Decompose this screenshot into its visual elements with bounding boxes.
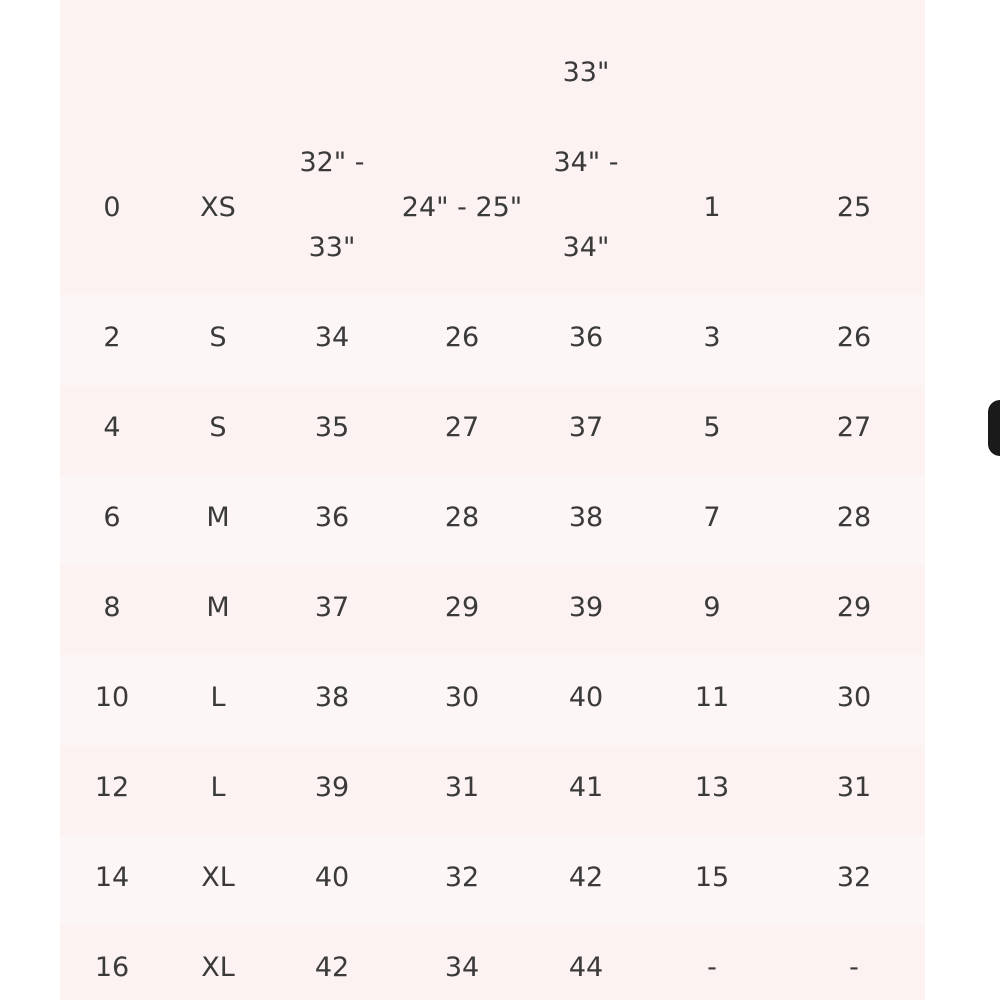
table-cell: XL [201, 862, 235, 893]
table-cell: 28 [836, 502, 872, 533]
table-cell: 16 [94, 952, 130, 983]
table-cell: 39 [568, 592, 604, 623]
table-cell: 3 [703, 322, 721, 353]
table-row [60, 385, 925, 475]
table-cell: 31 [444, 772, 480, 803]
table-cell: S [209, 322, 227, 353]
table-cell: 32 [836, 862, 872, 893]
table-cell: 13 [694, 772, 730, 803]
table-cell: 24" - 25" [401, 192, 523, 223]
table-cell: 28 [444, 502, 480, 533]
table-cell: S [209, 412, 227, 443]
table-cell: XS [200, 192, 236, 223]
table-cell: M [206, 502, 230, 533]
table-cell: 41 [568, 772, 604, 803]
table-cell: 36 [314, 502, 350, 533]
table-cell: 14 [94, 862, 130, 893]
table-cell: 4 [103, 412, 121, 443]
table-cell: 40 [314, 862, 350, 893]
table-row [60, 655, 925, 745]
table-row [60, 925, 925, 1000]
table-cell: 29 [444, 592, 480, 623]
table-cell: 25 [836, 192, 872, 223]
table-cell: 8 [103, 592, 121, 623]
table-cell: 26 [836, 322, 872, 353]
table-cell: 33" [562, 57, 610, 88]
table-cell: XL [201, 952, 235, 983]
table-cell: 35 [314, 412, 350, 443]
table-cell: 32" - 33" [299, 147, 365, 263]
table-row [60, 745, 925, 835]
table-cell: 36 [568, 322, 604, 353]
table-cell: 1 [703, 192, 721, 223]
table-cell: 37 [314, 592, 350, 623]
table-cell: 34 [314, 322, 350, 353]
table-cell: 11 [694, 682, 730, 713]
table-cell: 27 [836, 412, 872, 443]
table-cell: 38 [568, 502, 604, 533]
table-cell: 38 [314, 682, 350, 713]
table-cell: 0 [103, 192, 121, 223]
table-cell: 42 [568, 862, 604, 893]
scroll-knob[interactable] [988, 400, 1000, 456]
table-cell: 34" - 34" [553, 147, 619, 263]
table-cell: - [707, 952, 717, 983]
table-row [60, 475, 925, 565]
table-row [60, 565, 925, 655]
table-cell: 29 [836, 592, 872, 623]
table-cell: 37 [568, 412, 604, 443]
table-row [60, 835, 925, 925]
table-cell: 6 [103, 502, 121, 533]
table-cell: L [210, 682, 226, 713]
table-cell: 26 [444, 322, 480, 353]
table-cell: 39 [314, 772, 350, 803]
table-cell: 30 [836, 682, 872, 713]
table-cell: 31 [836, 772, 872, 803]
table-row [60, 120, 925, 295]
table-cell: 27 [444, 412, 480, 443]
table-cell: 12 [94, 772, 130, 803]
table-cell: 2 [103, 322, 121, 353]
table-cell: 7 [703, 502, 721, 533]
table-cell: L [210, 772, 226, 803]
size-chart-table [60, 0, 925, 1000]
table-cell: 40 [568, 682, 604, 713]
table-row [60, 0, 925, 120]
table-cell: 32 [444, 862, 480, 893]
table-cell: M [206, 592, 230, 623]
table-cell: 15 [694, 862, 730, 893]
table-cell: 5 [703, 412, 721, 443]
table-cell: 10 [94, 682, 130, 713]
table-cell: 30 [444, 682, 480, 713]
table-cell: 34 [444, 952, 480, 983]
table-cell: - [849, 952, 859, 983]
table-row [60, 295, 925, 385]
table-cell: 42 [314, 952, 350, 983]
table-cell: 9 [703, 592, 721, 623]
table-cell: 44 [568, 952, 604, 983]
